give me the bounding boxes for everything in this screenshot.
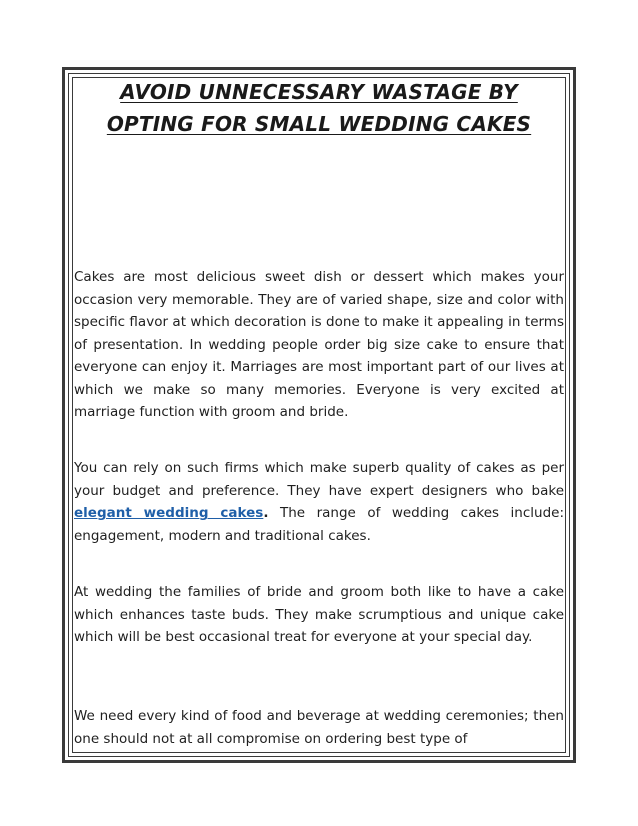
document-title bbox=[74, 76, 564, 140]
paragraph-3: At wedding the families of bride and groom both like to have a cake which enhances taste buds. They make scrumptious and unique cake which will be best occasional treat for everyone at your special day. bbox=[74, 584, 564, 645]
paragraph-4: We need every kind of food and beverage at wedding ceremonies; then one should not at all compromise on ordering best type of bbox=[74, 708, 564, 747]
title-line-1: AVOID UNNECESSARY WASTAGE BY bbox=[120, 80, 518, 104]
paragraph-2-text-start: You can rely on such firms which make superb quality of cakes as per your budget and preference. They have expert designers who bake bbox=[74, 460, 564, 499]
title-line-2: OPTING FOR SMALL WEDDING CAKES bbox=[106, 112, 532, 136]
paragraph-2 bbox=[74, 457, 564, 547]
paragraph-2-text-end: The range of wedding cakes include: engagement, modern and traditional cakes. bbox=[74, 505, 564, 544]
paragraph-2-period: . bbox=[263, 505, 269, 521]
elegant-wedding-cakes-link[interactable]: elegant wedding cakes bbox=[74, 505, 264, 521]
document-body bbox=[74, 76, 564, 747]
paragraph-1: Cakes are most delicious sweet dish or dessert which makes your occasion very memorable. They are of varied shape, size and color with specific flavor at which decoration is done to make it appealing in terms of presentation. In wedding people order big size cake to ensure that everyone can enjoy it. Marriages are most important part of our lives at which we make so many memories. Everyone is very excited at marriage function with groom and bride. bbox=[74, 269, 564, 420]
